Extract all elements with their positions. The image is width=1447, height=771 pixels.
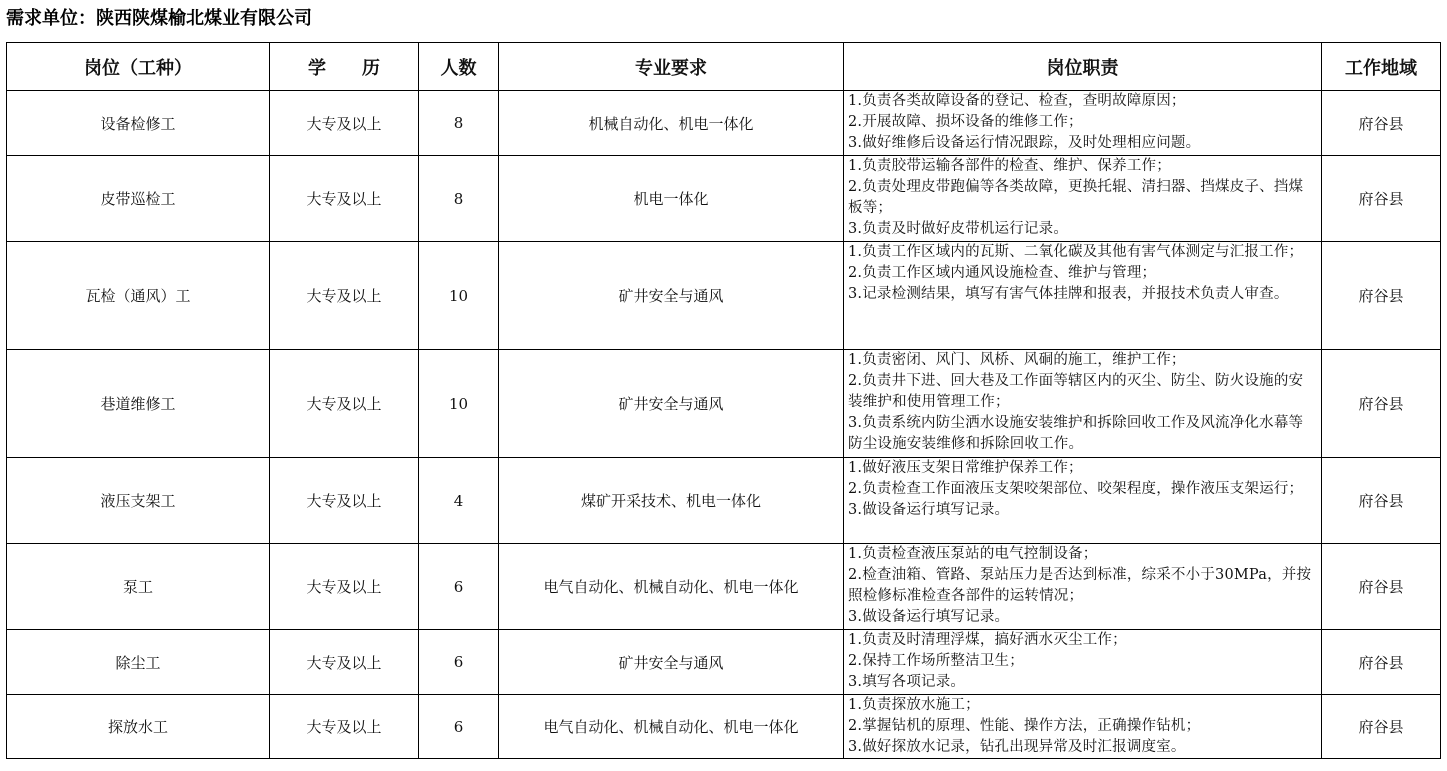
duty-line: 2.负责井下进、回大巷及工作面等辖区内的灭尘、防尘、防火设施的安装维护和使用管理工作； <box>848 373 1304 410</box>
location-cell: 府谷县 <box>1322 544 1441 630</box>
recruitment-table <box>6 42 1441 759</box>
duty-line: 2.负责检查工作面液压支架咬架部位、咬架程度，操作液压支架运行； <box>848 481 1304 497</box>
count-cell: 8 <box>419 156 499 242</box>
duty-line: 3.做好维修后设备运行情况跟踪，及时处理相应问题。 <box>848 135 1201 151</box>
major-cell: 矿井安全与通风 <box>499 350 844 458</box>
duty-line: 1.负责及时清理浮煤，搞好洒水灭尘工作； <box>848 632 1127 648</box>
education-cell: 大专及以上 <box>270 156 419 242</box>
location-cell: 府谷县 <box>1322 242 1441 350</box>
table-row <box>7 695 1441 759</box>
major-cell: 机电一体化 <box>499 156 844 242</box>
duty-line: 1.负责探放水施工； <box>848 697 980 713</box>
duty-line: 3.做设备运行填写记录。 <box>848 609 1010 625</box>
major-cell: 煤矿开采技术、机电一体化 <box>499 458 844 544</box>
count-cell: 6 <box>419 630 499 695</box>
duty-line: 2.负责工作区域内通风设施检查、维护与管理； <box>848 265 1157 281</box>
count-cell: 6 <box>419 695 499 759</box>
header-location: 工作地域 <box>1322 43 1441 91</box>
duty-line: 1.做好液压支架日常维护保养工作； <box>848 460 1083 476</box>
position-cell: 皮带巡检工 <box>7 156 270 242</box>
count-cell: 6 <box>419 544 499 630</box>
duty-line: 3.填写各项记录。 <box>848 674 966 690</box>
major-cell: 电气自动化、机械自动化、机电一体化 <box>499 544 844 630</box>
position-cell: 巷道维修工 <box>7 350 270 458</box>
table-row <box>7 544 1441 630</box>
education-cell: 大专及以上 <box>270 630 419 695</box>
duty-line: 1.负责工作区域内的瓦斯、二氧化碳及其他有害气体测定与汇报工作； <box>848 244 1304 260</box>
duty-line: 1.负责胶带运输各部件的检查、维护、保养工作； <box>848 158 1171 174</box>
header-row <box>7 43 1441 91</box>
duties-cell <box>844 350 1322 458</box>
table-row <box>7 242 1441 350</box>
duty-line: 3.记录检测结果，填写有害气体挂牌和报表，并报技术负责人审查。 <box>848 286 1289 302</box>
location-cell: 府谷县 <box>1322 156 1441 242</box>
position-cell: 除尘工 <box>7 630 270 695</box>
position-cell: 液压支架工 <box>7 458 270 544</box>
major-cell: 矿井安全与通风 <box>499 242 844 350</box>
education-cell: 大专及以上 <box>270 91 419 156</box>
education-cell: 大专及以上 <box>270 458 419 544</box>
duty-line: 1.负责密闭、风门、风桥、风硐的施工，维护工作； <box>848 352 1186 368</box>
header-major: 专业要求 <box>499 43 844 91</box>
duties-cell <box>844 156 1322 242</box>
location-cell: 府谷县 <box>1322 458 1441 544</box>
duties-cell <box>844 458 1322 544</box>
location-cell: 府谷县 <box>1322 350 1441 458</box>
position-cell: 泵工 <box>7 544 270 630</box>
education-cell: 大专及以上 <box>270 350 419 458</box>
education-cell: 大专及以上 <box>270 544 419 630</box>
duties-cell <box>844 695 1322 759</box>
location-cell: 府谷县 <box>1322 91 1441 156</box>
table-row <box>7 458 1441 544</box>
education-cell: 大专及以上 <box>270 242 419 350</box>
position-cell: 探放水工 <box>7 695 270 759</box>
duties-cell <box>844 630 1322 695</box>
duty-line: 2.保持工作场所整洁卫生； <box>848 653 1024 669</box>
header-duties: 岗位职责 <box>844 43 1322 91</box>
table-row <box>7 156 1441 242</box>
duty-line: 3.负责系统内防尘洒水设施安装维护和拆除回收工作及风流净化水幕等防尘设施安装维修和拆除回收工作。 <box>848 415 1304 452</box>
header-education: 学 历 <box>270 43 419 91</box>
duty-line: 2.开展故障、损坏设备的维修工作； <box>848 114 1083 130</box>
duty-line: 3.做设备运行填写记录。 <box>848 502 1010 518</box>
duties-cell <box>844 544 1322 630</box>
table-row <box>7 91 1441 156</box>
duties-cell <box>844 91 1322 156</box>
location-cell: 府谷县 <box>1322 630 1441 695</box>
position-cell: 设备检修工 <box>7 91 270 156</box>
duties-cell <box>844 242 1322 350</box>
duty-line: 1.负责各类故障设备的登记、检查，查明故障原因； <box>848 93 1186 109</box>
count-cell: 10 <box>419 350 499 458</box>
count-cell: 10 <box>419 242 499 350</box>
duty-line: 2.掌握钻机的原理、性能、操作方法，正确操作钻机； <box>848 718 1201 734</box>
header-count: 人数 <box>419 43 499 91</box>
education-cell: 大专及以上 <box>270 695 419 759</box>
duty-line: 2.负责处理皮带跑偏等各类故障，更换托辊、清扫器、挡煤皮子、挡煤板等； <box>848 179 1304 216</box>
major-cell: 机械自动化、机电一体化 <box>499 91 844 156</box>
table-row <box>7 350 1441 458</box>
duty-line: 3.负责及时做好皮带机运行记录。 <box>848 221 1069 237</box>
major-cell: 矿井安全与通风 <box>499 630 844 695</box>
count-cell: 4 <box>419 458 499 544</box>
position-cell: 瓦检（通风）工 <box>7 242 270 350</box>
demand-unit-caption: 需求单位：陕西陕煤榆北煤业有限公司 <box>6 8 312 29</box>
count-cell: 8 <box>419 91 499 156</box>
duty-line: 3.做好探放水记录，钻孔出现异常及时汇报调度室。 <box>848 739 1186 755</box>
duty-line: 1.负责检查液压泵站的电气控制设备； <box>848 546 1098 562</box>
major-cell: 电气自动化、机械自动化、机电一体化 <box>499 695 844 759</box>
header-position: 岗位（工种） <box>7 43 270 91</box>
table-row <box>7 630 1441 695</box>
location-cell: 府谷县 <box>1322 695 1441 759</box>
duty-line: 2.检查油箱、管路、泵站压力是否达到标准，综采不小于30MPa，并按照检修标准检查各部件的运转情况； <box>848 567 1312 604</box>
